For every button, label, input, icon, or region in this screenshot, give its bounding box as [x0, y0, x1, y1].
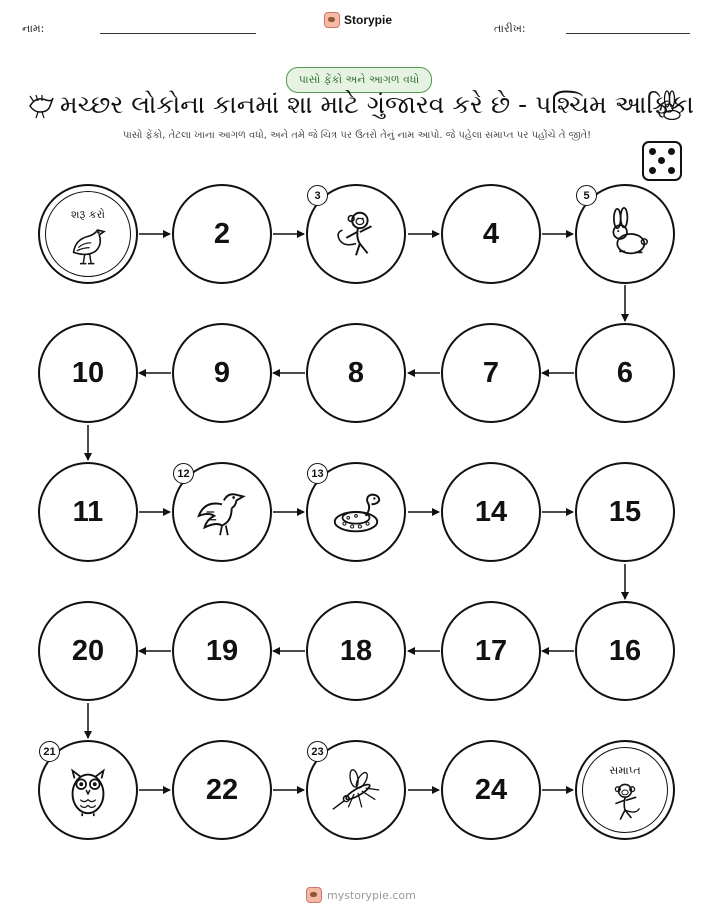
board-cell-23[interactable]	[306, 740, 406, 840]
board-cell-11[interactable]	[38, 462, 138, 562]
board-cell-7[interactable]	[441, 323, 541, 423]
board-cell-start[interactable]	[38, 184, 138, 284]
rabbit-icon	[596, 205, 654, 263]
brand	[324, 12, 392, 28]
subtitle-pill: પાસો ફેંકો અને આગળ વધો	[286, 67, 432, 93]
instructions: પાસો ફેંકો, તેટલા ખાના આગળ વધો, અને તમે જે ચિત્ર પર ઉતરો તેનું નામ આપો. જે પહેલા સમાપ્ત પર પહોંચે તે જીતે!	[122, 130, 592, 141]
cell-number: 24	[474, 773, 508, 806]
board-cell-16[interactable]	[575, 601, 675, 701]
dice-five-icon	[642, 141, 682, 181]
owl-icon	[59, 761, 117, 819]
cell-number-badge: 13	[307, 463, 328, 484]
cell-number-badge: 12	[173, 463, 194, 484]
name-label: નામ:	[22, 22, 45, 35]
board-cell-19[interactable]	[172, 601, 272, 701]
footer-url[interactable]: mystorypie.com	[327, 888, 416, 902]
board-cell-24[interactable]	[441, 740, 541, 840]
date-line[interactable]	[566, 33, 690, 34]
date-label: તારીખ:	[494, 22, 526, 35]
monkey-icon	[601, 778, 649, 826]
cell-number-badge: 3	[307, 185, 328, 206]
monkey-icon	[327, 205, 385, 263]
board-cell-15[interactable]	[575, 462, 675, 562]
cell-number: 9	[213, 356, 231, 389]
board-cell-10[interactable]	[38, 323, 138, 423]
board-cell-17[interactable]	[441, 601, 541, 701]
cell-number: 11	[72, 495, 104, 528]
board-cell-22[interactable]	[172, 740, 272, 840]
start-label: શરૂ કરો	[70, 208, 106, 221]
board-cell-5[interactable]	[575, 184, 675, 284]
cell-number: 17	[474, 634, 508, 667]
page-title: મચ્છર લોકોના કાનમાં શા માટે ગુંજારવ કરે છે - પશ્ચિમ આફ્રિકા	[60, 90, 694, 119]
cell-number: 6	[616, 356, 634, 389]
board-cell-2[interactable]	[172, 184, 272, 284]
brand-name: Storypie	[344, 13, 393, 27]
board-cell-8[interactable]	[306, 323, 406, 423]
cell-number-badge: 21	[39, 741, 60, 762]
cell-number: 8	[347, 356, 365, 389]
cell-number: 10	[71, 356, 105, 389]
board-cell-13[interactable]	[306, 462, 406, 562]
footer	[306, 887, 416, 903]
board-cell-4[interactable]	[441, 184, 541, 284]
cell-number: 7	[482, 356, 500, 389]
crow-icon	[193, 483, 251, 541]
board-cell-6[interactable]	[575, 323, 675, 423]
storypie-logo-icon	[324, 12, 340, 28]
board-cell-20[interactable]	[38, 601, 138, 701]
rabbit-corner-icon	[656, 90, 684, 120]
finish-label: સમાપ્ત	[609, 764, 641, 777]
cell-number: 20	[71, 634, 105, 667]
board-cell-21[interactable]	[38, 740, 138, 840]
storypie-logo-icon	[306, 887, 322, 903]
python-icon	[327, 483, 385, 541]
cell-number: 15	[608, 495, 642, 528]
board-cell-14[interactable]	[441, 462, 541, 562]
name-line[interactable]	[100, 33, 256, 34]
board-cell-12[interactable]	[172, 462, 272, 562]
cell-number: 2	[213, 217, 231, 250]
cell-number: 14	[474, 495, 508, 528]
cell-number-badge: 23	[307, 741, 328, 762]
board-cell-18[interactable]	[306, 601, 406, 701]
board-cell-finish[interactable]	[575, 740, 675, 840]
bird-corner-icon	[26, 92, 56, 120]
crow-icon	[64, 222, 112, 270]
mosquito-icon	[327, 761, 385, 819]
board-cell-9[interactable]	[172, 323, 272, 423]
cell-number-badge: 5	[576, 185, 597, 206]
cell-number: 4	[482, 217, 500, 250]
board-cell-3[interactable]	[306, 184, 406, 284]
cell-number: 19	[205, 634, 239, 667]
cell-number: 18	[339, 634, 373, 667]
cell-number: 22	[205, 773, 239, 806]
cell-number: 16	[608, 634, 642, 667]
